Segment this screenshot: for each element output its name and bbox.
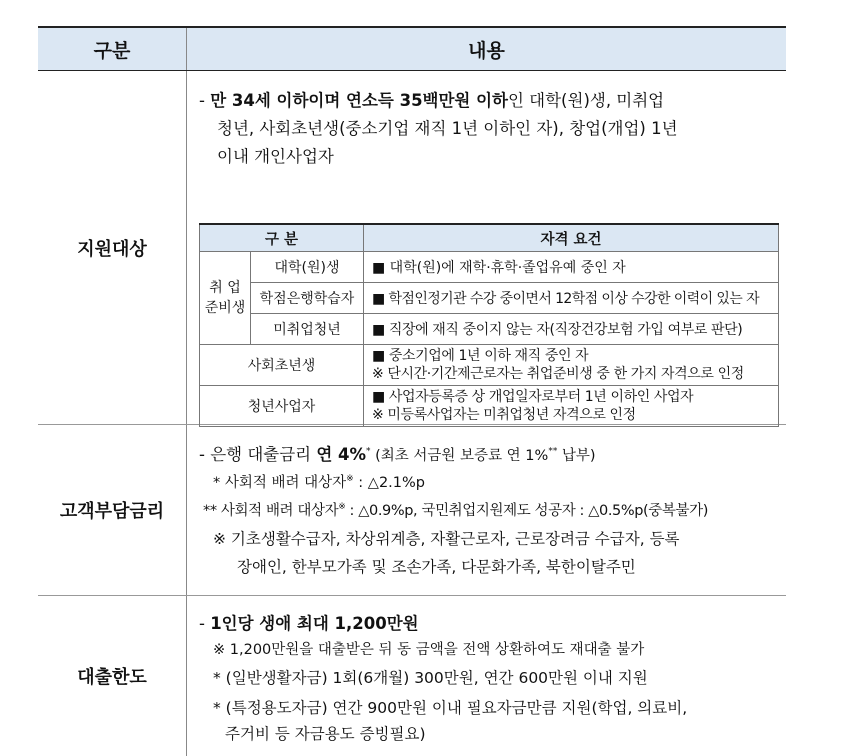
limit-line-1: - 1인당 생애 최대 1,200만원 [199,614,419,633]
category-university: 대학(원)생 [251,252,364,283]
row-loan-limit [38,596,786,756]
header-content: 내용 [468,39,505,62]
eligibility-line-3: 이내 개인사업자 [217,147,334,166]
rate-line-5: 장애인, 한부모가족 및 조손가족, 다문화가족, 북한이탈주민 [237,558,636,576]
requirement-credit-bank: ■ 학점인정기관 수강 중이면서 12학점 이상 수강한 이력이 있는 자 [364,283,779,314]
header-category: 구분 [38,28,187,70]
requirement-university: ■ 대학(원)에 재학·휴학·졸업유예 중인 자 [364,252,779,283]
row-content-interest-rate [187,425,786,595]
row-eligibility [38,71,786,425]
rate-line-1: - 은행 대출금리 연 4%* (최초 서금원 보증료 연 1%** 납부) [199,445,596,464]
row-label-loan-limit: 대출한도 [38,596,187,756]
table-header [38,26,786,71]
info-table [38,26,786,756]
eligibility-line-1: - 만 34세 이하이며 연소득 35백만원 이하인 대학(원)생, 미취업 [199,91,665,110]
group-label-jobseeker: 취 업 준비생 [200,252,251,345]
row-content-eligibility [187,71,786,424]
limit-line-3: * (일반생활자금) 1회(6개월) 300만원, 연간 600만원 이내 지원 [213,669,648,687]
limit-line-2: ※ 1,200만원을 대출받은 뒤 동 금액을 전액 상환하여도 재대출 불가 [213,642,645,658]
requirement-young-business: ■ 사업자등록증 상 개업일자로부터 1년 이하인 사업자 ※ 미등록사업자는 미취업청년 자격으로 인정 [364,386,779,427]
rate-line-4: ※ 기초생활수급자, 차상위계층, 자활근로자, 근로장려금 수급자, 등록 [213,530,680,548]
row-label-interest-rate: 고객부담금리 [38,425,187,595]
limit-line-4: * (특정용도자금) 연간 900만원 이내 필요자금만큼 지원(학업, 의료비, [213,699,688,717]
category-unemployed: 미취업청년 [251,314,364,345]
qualification-header-requirements: 자격 요건 [364,224,779,252]
requirement-unemployed: ■ 직장에 재직 중이지 않는 자(직장건강보험 가입 여부로 판단) [364,314,779,345]
row-label-eligibility: 지원대상 [38,71,187,424]
category-credit-bank: 학점은행학습자 [251,283,364,314]
row-interest-rate [38,425,786,596]
category-new-worker: 사회초년생 [200,345,364,386]
eligibility-line-2: 청년, 사회초년생(중소기업 재직 1년 이하인 자), 창업(개업) 1년 [217,119,678,138]
limit-line-5: 주거비 등 자금용도 증빙필요) [225,725,426,743]
requirement-new-worker: ■ 중소기업에 1년 이하 재직 중인 자 ※ 단시간·기간제근로자는 취업준비생 중 한 가지 자격으로 인정 [364,345,779,386]
eligibility-highlight: 만 34세 이하이며 연소득 35백만원 이하 [210,91,508,110]
rate-line-2: * 사회적 배려 대상자※ : △2.1%p [213,474,425,491]
rate-line-3: ** 사회적 배려 대상자※ : △0.9%p, 국민취업지원제도 성공자 : △0.5%p(중복불가) [203,502,708,519]
category-young-business: 청년사업자 [200,386,364,427]
qualification-table [199,223,779,427]
qualification-header-category: 구 분 [200,224,364,252]
row-content-loan-limit [187,596,786,756]
